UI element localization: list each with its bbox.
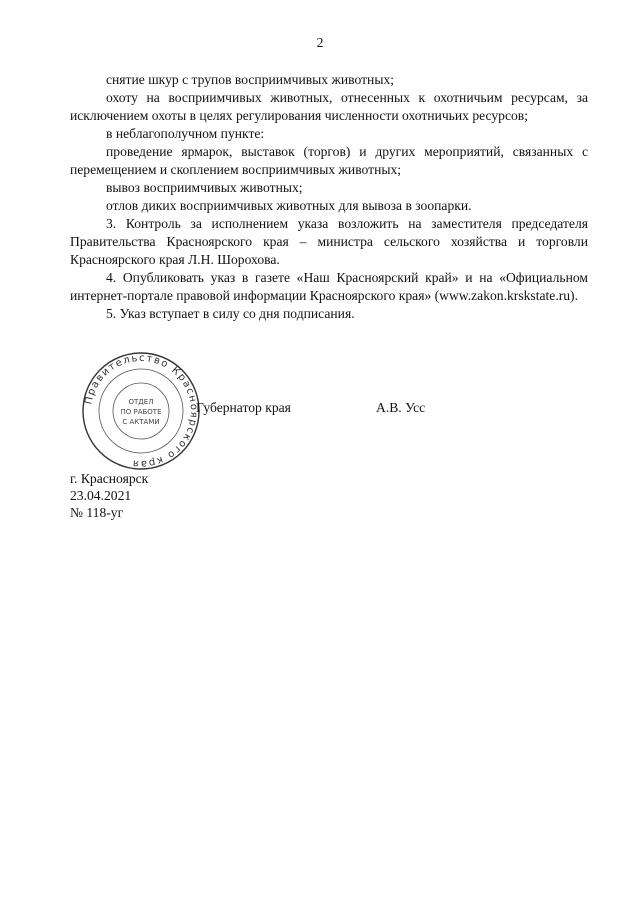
footer-number: № 118-уг xyxy=(70,505,124,520)
paragraph-6: отлов диких восприимчивых животных для вывоза в зоопарки. xyxy=(106,198,472,213)
paragraph-5: вывоз восприимчивых животных; xyxy=(106,180,303,195)
paragraph-effective: 5. Указ вступает в силу со дня подписания. xyxy=(106,306,355,321)
paragraph-2: охоту на восприимчивых животных, отнесенных к охотничьим ресурсам, за исключением охоты в целях регулирования численности охотничьих ресурсов; xyxy=(70,90,588,123)
paragraph-control: 3. Контроль за исполнением указа возложить на заместителя председателя Правительства Красноярского края – министра сельского хозяйства и торговли Красноярского края Л.Н. Шорохова. xyxy=(70,216,588,267)
document-footer xyxy=(70,470,148,521)
page-number: 2 xyxy=(316,35,324,50)
seal-icon xyxy=(80,350,202,472)
footer-date: 23.04.2021 xyxy=(70,488,132,503)
seal-outer-text: Правительство Красноярского края xyxy=(83,352,200,470)
footer-city: г. Красноярск xyxy=(70,471,149,486)
seal-center-line-2: ПО РАБОТЕ xyxy=(120,408,162,416)
document-body xyxy=(70,71,588,323)
seal-center-line-1: ОТДЕЛ xyxy=(128,398,154,406)
paragraph-4: проведение ярмарок, выставок (торгов) и других мероприятий, связанных с перемещением и скоплением восприимчивых животных; xyxy=(70,144,588,177)
official-seal-stamp xyxy=(80,350,202,472)
paragraph-1: снятие шкур с трупов восприимчивых животных; xyxy=(106,72,395,87)
paragraph-publish: 4. Опубликовать указ в газете «Наш Красноярский край» и на «Официальном интернет-портале правовой информации Красноярского края» (www.zakon.krskstate.ru). xyxy=(70,270,588,303)
seal-center-line-3: С АКТАМИ xyxy=(122,418,160,426)
paragraph-3: в неблагополучном пункте: xyxy=(106,126,265,141)
signatory-title: Губернатор края xyxy=(196,400,291,415)
signatory-name: А.В. Усс xyxy=(376,400,426,415)
